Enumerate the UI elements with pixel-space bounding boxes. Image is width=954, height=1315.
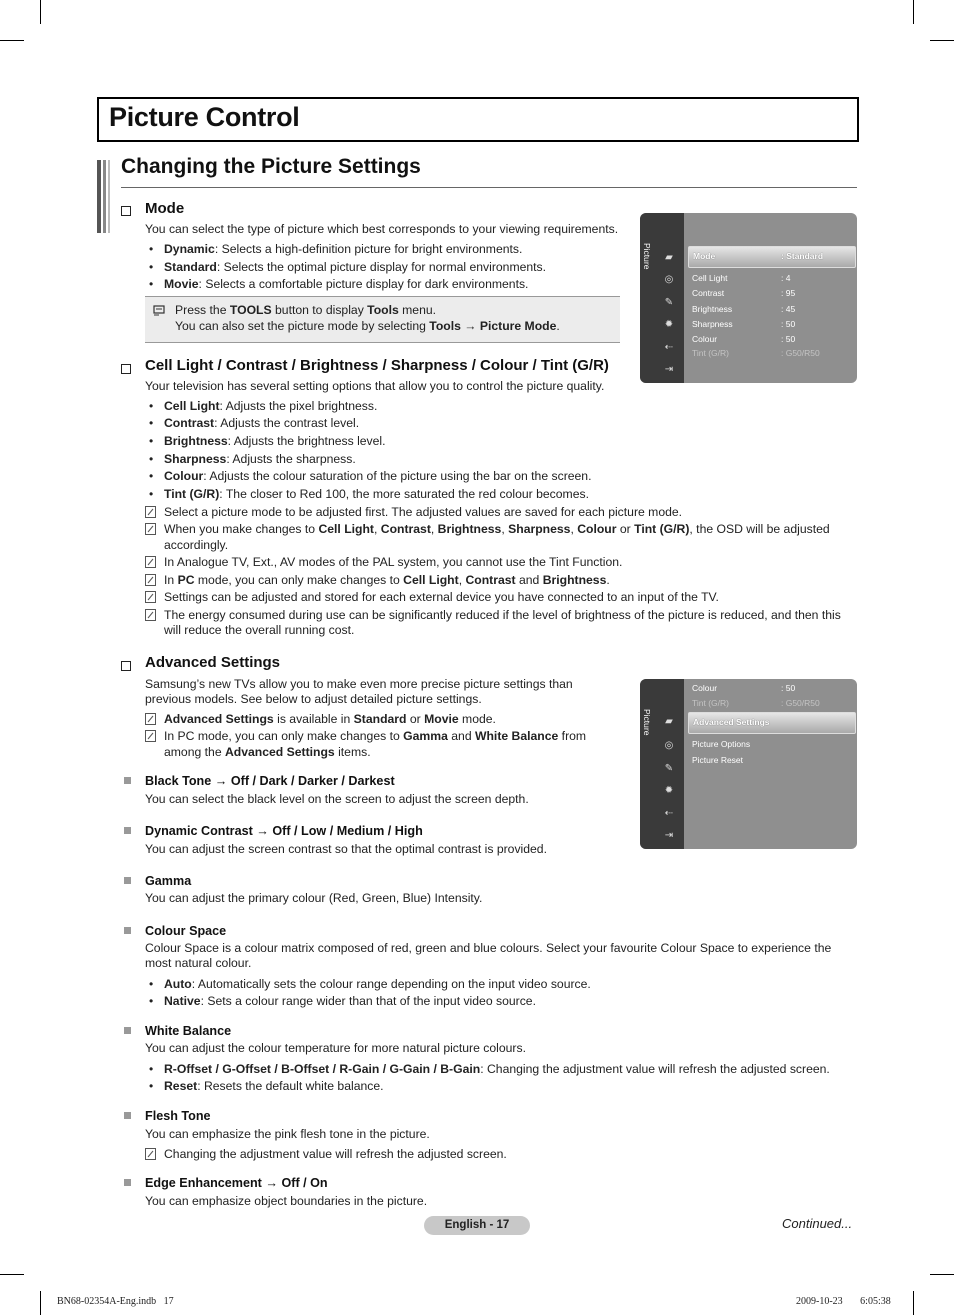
footer-file: BN68-02354A-Eng.indb 17 [57,1296,174,1307]
cell-note: Select a picture mode to be adjusted first. The adjusted values are saved for each picture mode. [164,505,683,519]
bullet-icon: • [149,434,154,448]
crop-mark [40,1291,41,1315]
square-bullet-icon [124,927,131,934]
advanced-note-cont: among the Advanced Settings items. [164,745,371,759]
osd-row-value: : 50 [781,683,796,693]
cell-item: Tint (G/R): The closer to Red 100, the more saturated the red colour becomes. [164,487,589,501]
crop-mark [913,0,914,24]
setup-icon: ✹ [664,785,674,796]
mode-item: Standard: Selects the optimal picture display for normal environments. [164,260,547,274]
colour-space-item: Native: Sets a colour range wider than that of the input video source. [164,994,536,1008]
white-balance-item: Reset: Resets the default white balance. [164,1079,384,1093]
application-icon: ⇥ [664,830,674,841]
square-bullet-icon [124,777,131,784]
flesh-tone-note: Changing the adjustment value will refresh the adjusted screen. [164,1147,507,1161]
checkbox-icon [121,206,131,216]
osd-row-label: Tint (G/R) [692,698,729,708]
page-title: Picture Control [109,102,300,132]
advanced-heading: Advanced Settings [145,654,281,671]
bullet-icon: • [149,260,154,274]
bullet-icon: • [149,452,154,466]
cell-item: Sharpness: Adjusts the sharpness. [164,452,356,466]
osd-row-value: : 50 [781,334,796,344]
osd-selected-value: : Standard [781,251,824,261]
crop-mark [930,40,954,41]
advanced-intro: Samsung’s new TVs allow you to make even more precise picture settings than [145,677,573,691]
osd-row-value: : 95 [781,288,796,298]
setup-icon: ✹ [664,319,674,330]
input-icon: ⇠ [664,342,674,353]
osd-picture-menu [640,213,857,383]
crop-mark [40,0,41,24]
gamma-text: You can adjust the primary colour (Red, Green, Blue) Intensity. [145,891,483,905]
dynamic-contrast-heading: Dynamic Contrast → Off / Low / Medium / High [145,824,423,838]
osd-side-label: Picture [642,709,652,736]
dynamic-contrast-text: You can adjust the screen contrast so that the optimal contrast is provided. [145,842,547,856]
crop-mark [0,1274,24,1275]
gamma-heading: Gamma [145,874,192,888]
tools-tip-line1: Press the TOOLS button to display Tools menu. [175,303,437,317]
crop-mark [0,40,24,41]
cell-item: Brightness: Adjusts the brightness level. [164,434,386,448]
osd-row-label[interactable]: Picture Reset [692,755,744,765]
osd-row-value: : 45 [781,304,796,314]
square-bullet-icon [124,1179,131,1186]
osd-row-label[interactable]: Contrast [692,288,725,298]
mode-intro: You can select the type of picture which best corresponds to your viewing requirements. [145,222,619,236]
bullet-icon: • [149,242,154,256]
advanced-note: In PC mode, you can only make changes to Gamma and White Balance from [164,729,587,743]
cell-note-cont: accordingly. [164,538,229,552]
square-bullet-icon [124,1027,131,1034]
note-icon [145,730,156,742]
cell-item: Contrast: Adjusts the contrast level. [164,416,360,430]
sound-icon: ◎ [664,274,674,285]
note-icon [145,574,156,586]
bullet-icon: • [149,1079,154,1093]
advanced-intro: previous models. See below to adjust detailed picture settings. [145,692,482,706]
bullet-icon: • [149,399,154,413]
cell-item: Colour: Adjusts the colour saturation of the picture using the bar on the screen. [164,469,592,483]
white-balance-item: R-Offset / G-Offset / B-Offset / R-Gain / G-Gain / B-Gain: Changing the adjustment value will refresh the adjusted screen. [164,1062,830,1076]
osd-row-value: : 4 [781,273,791,283]
cell-note: Settings can be adjusted and stored for each external device you have connected to an input of the TV. [164,590,719,604]
bullet-icon: • [149,1062,154,1076]
crop-mark [930,1274,954,1275]
note-icon [145,506,156,518]
channel-icon: ✎ [664,297,674,308]
picture-icon: ▰ [665,252,673,263]
input-icon: ⇠ [664,808,674,819]
square-bullet-icon [124,1112,131,1119]
sound-icon: ◎ [664,740,674,751]
section-rule [121,187,857,188]
cell-intro: Your television has several setting options that allow you to control the picture quality. [145,379,605,393]
osd-row-label[interactable]: Cell Light [692,273,728,283]
colour-space-heading: Colour Space [145,924,227,938]
white-balance-text: You can adjust the colour temperature for more natural picture colours. [145,1041,526,1055]
black-tone-text: You can select the black level on the screen to adjust the screen depth. [145,792,529,806]
osd-row-label[interactable]: Sharpness [692,319,733,329]
note-icon [145,556,156,568]
bullet-icon: • [149,994,154,1008]
flesh-tone-heading: Flesh Tone [145,1109,211,1123]
checkbox-icon [121,364,131,374]
bullet-icon: • [149,487,154,501]
note-icon [145,1148,156,1160]
cell-note: In PC mode, you can only make changes to Cell Light, Contrast and Brightness. [164,573,610,587]
flesh-tone-text: You can emphasize the pink flesh tone in the picture. [145,1127,430,1141]
note-icon [145,591,156,603]
osd-row-label[interactable]: Brightness [692,304,733,314]
osd-row-label: Tint (G/R) [692,348,729,358]
osd-row-label[interactable]: Colour [692,334,718,344]
cell-item: Cell Light: Adjusts the pixel brightness. [164,399,378,413]
edge-text: You can emphasize object boundaries in the picture. [145,1194,428,1208]
picture-icon: ▰ [665,716,673,727]
mode-item: Movie: Selects a comfortable picture display for dark environments. [164,277,529,291]
bullet-icon: • [149,977,154,991]
osd-selected-label: Advanced Settings [693,717,770,727]
bullet-icon: • [149,277,154,291]
osd-row-value: : 50 [781,319,796,329]
osd-row-label[interactable]: Picture Options [692,739,751,749]
channel-icon: ✎ [664,763,674,774]
crop-mark [913,1291,914,1315]
osd-selected-row[interactable] [688,712,856,734]
section-title: Changing the Picture Settings [121,155,421,178]
tools-icon [153,305,166,316]
application-icon: ⇥ [664,364,674,375]
osd-side-label: Picture [642,243,652,270]
osd-row-value: : G50/R50 [781,698,820,708]
osd-sidebar [640,679,684,849]
cell-note: When you make changes to Cell Light, Contrast, Brightness, Sharpness, Colour or Tint (G/R), the OSD will be adjusted [164,522,830,536]
osd-advanced-menu [640,679,857,849]
square-bullet-icon [124,877,131,884]
cell-heading: Cell Light / Contrast / Brightness / Sharpness / Colour / Tint (G/R) [145,357,609,374]
colour-space-text: most natural colour. [145,956,252,970]
continued-label: Continued... [782,1216,853,1231]
advanced-note: Advanced Settings is available in Standard or Movie mode. [164,712,496,726]
black-tone-heading: Black Tone → Off / Dark / Darker / Darkest [145,774,395,788]
colour-space-item: Auto: Automatically sets the colour range depending on the input video source. [164,977,591,991]
cell-note-cont: will reduce the overall running cost. [164,623,355,637]
cell-note: In Analogue TV, Ext., AV modes of the PAL system, you cannot use the Tint Function. [164,555,623,569]
checkbox-icon [121,661,131,671]
page-number-label: English - 17 [444,1219,510,1231]
mode-item: Dynamic: Selects a high-definition picture for bright environments. [164,242,523,256]
note-icon [145,609,156,621]
edge-heading: Edge Enhancement → Off / On [145,1176,328,1190]
bullet-icon: • [149,416,154,430]
osd-selected-row[interactable] [688,246,856,268]
bullet-icon: • [149,469,154,483]
page-title-box [97,97,859,142]
cell-note: The energy consumed during use can be significantly reduced if the level of brightness of the picture is reduced, and then this [164,608,841,622]
colour-space-text: Colour Space is a colour matrix composed of red, green and blue colours. Select your favourite Colour Space to experience the [145,941,832,955]
note-icon [145,713,156,725]
osd-row-label[interactable]: Colour [692,683,718,693]
square-bullet-icon [124,827,131,834]
footer-date: 2009-10-23 6:05:38 [796,1296,891,1307]
page-number [424,1216,530,1235]
osd-selected-label: Mode [693,251,716,261]
osd-row-value: : G50/R50 [781,348,820,358]
note-icon [145,523,156,535]
white-balance-heading: White Balance [145,1024,232,1038]
tools-tip-line2: You can also set the picture mode by selecting Tools → Picture Mode. [175,319,560,333]
osd-sidebar [640,213,684,383]
mode-heading: Mode [145,200,185,217]
